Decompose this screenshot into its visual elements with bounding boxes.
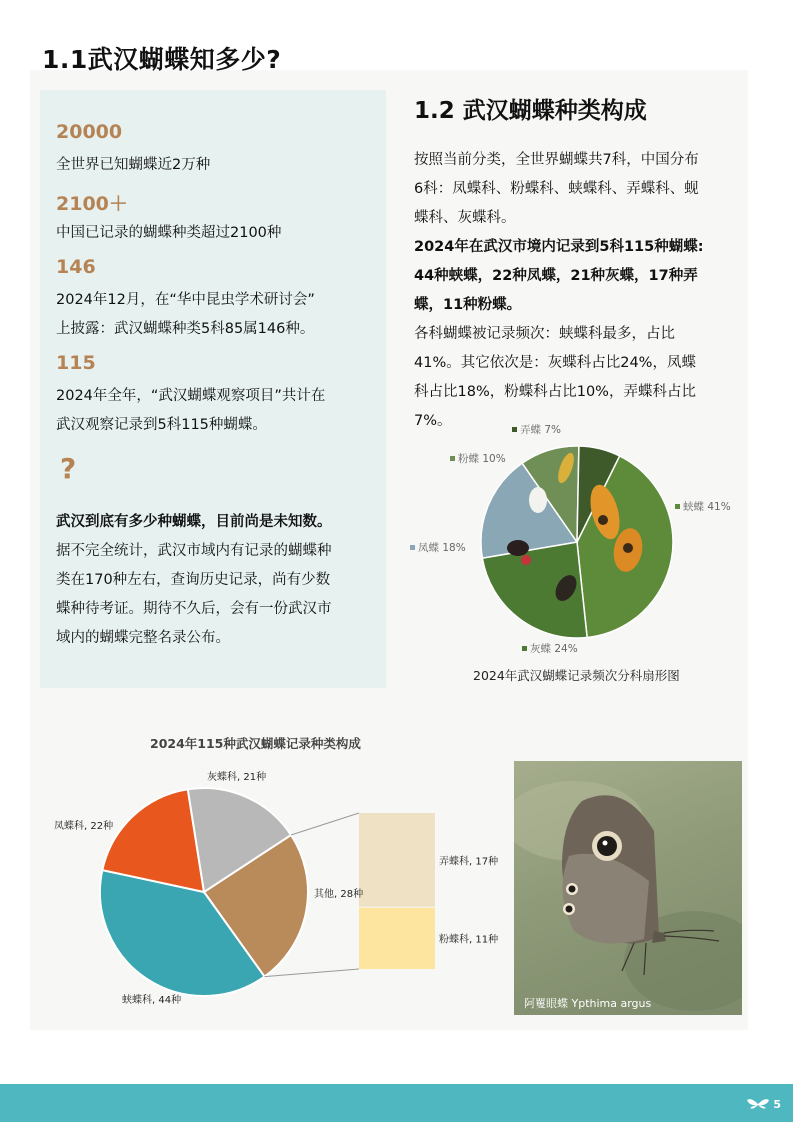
legend-swatch — [450, 456, 455, 461]
stat-number: 20000 — [56, 121, 123, 143]
pie-label: 凤蝶科, 22种 — [54, 821, 114, 832]
pie-label: 灰蝶科, 21种 — [207, 772, 267, 783]
butterfly-illustration — [514, 761, 742, 1015]
pie-label: 粉蝶 10% — [458, 453, 506, 465]
para-line: 6科：凤蝶科、粉蝶科、蛱蝶科、弄蝶科、蚬 — [414, 181, 699, 197]
legend-swatch — [522, 646, 527, 651]
section-title: 1.2 武汉蝴蝶种类构成 — [414, 98, 647, 124]
stat-desc: 2024年全年，“武汉蝴蝶观察项目”共计在 — [56, 388, 326, 404]
para-line: 7%。 — [414, 413, 452, 429]
species-pie-chart — [40, 755, 510, 1015]
pie-label: 蛱蝶 41% — [683, 501, 731, 513]
page-title: 1.1武汉蝴蝶知多少? — [42, 45, 282, 74]
pie-label: 凤蝶 18% — [418, 542, 466, 554]
pie-label: 灰蝶 24% — [530, 643, 578, 655]
connector-line — [265, 969, 359, 977]
butterfly-photo — [514, 761, 742, 1015]
para-line-bold: 蝶，11种粉蝶。 — [414, 297, 522, 313]
legend-swatch — [410, 545, 415, 550]
stat-desc: 上披露：武汉蝴蝶种类5科85属146种。 — [56, 321, 315, 337]
pie-caption: 2024年武汉蝴蝶记录频次分科扇形图 — [473, 668, 680, 683]
para-line-bold: 44种蛱蝶，22种凤蝶，21种灰蝶，17种弄 — [414, 268, 698, 284]
para-line-bold: 2024年在武汉市境内记录到5科115种蝴蝶: — [414, 239, 704, 255]
unknown-heading: 武汉到底有多少种蝴蝶，目前尚是未知数。 — [56, 514, 332, 530]
unknown-line: 类在170种左右，查询历史记录，尚有少数 — [56, 572, 331, 588]
legend-swatch — [512, 427, 517, 432]
page-number: 5 — [773, 1098, 781, 1111]
stats-box — [40, 90, 386, 688]
unknown-line: 域内的蝴蝶完整名录公布。 — [56, 630, 230, 646]
stat-desc: 武汉观察记录到5科115种蝴蝶。 — [56, 417, 267, 433]
chart-title: 2024年115种武汉蝴蝶记录种类构成 — [150, 736, 361, 751]
unknown-line: 据不完全统计，武汉市域内有记录的蝴蝶种 — [56, 543, 332, 559]
breakdown-bar-粉蝶科 — [359, 908, 435, 969]
stat-number: 146 — [56, 256, 96, 278]
pie-label: 弄蝶 7% — [520, 424, 561, 436]
section-body — [414, 146, 744, 436]
breakdown-bar-弄蝶科 — [359, 813, 435, 907]
footer-bar — [0, 1084, 793, 1122]
photo-caption: 阿矍眼蝶 Ypthima argus — [524, 997, 652, 1010]
legend-swatch — [675, 504, 680, 509]
para-line: 科占比18%，粉蝶科占比10%，弄蝶科占比 — [414, 384, 696, 400]
stat-number: 2100＋ — [56, 193, 128, 215]
unknown-line: 蝶种待考证。期待不久后，会有一份武汉市 — [56, 601, 332, 617]
connector-line — [291, 813, 359, 835]
pie-label: 其他, 28种 — [314, 889, 364, 900]
para-line: 各科蝴蝶被记录频次：蛱蝶科最多，占比 — [414, 326, 675, 342]
para-line: 按照当前分类，全世界蝴蝶共7科，中国分布 — [414, 152, 699, 168]
para-line: 41%。其它依次是：灰蝶科占比24%，凤蝶 — [414, 355, 696, 371]
para-line: 蝶科、灰蝶科。 — [414, 210, 516, 226]
stat-desc: 全世界已知蝴蝶近2万种 — [56, 157, 211, 173]
stat-desc: 2024年12月，在“华中昆虫学术研讨会” — [56, 292, 315, 308]
butterfly-logo-icon — [746, 1097, 770, 1111]
breakdown-label: 粉蝶科, 11种 — [439, 934, 499, 946]
frequency-pie-chart — [400, 420, 745, 670]
stat-number: 115 — [56, 352, 96, 374]
stat-desc: 中国已记录的蝴蝶种类超过2100种 — [56, 225, 282, 241]
breakdown-label: 弄蝶科, 17种 — [439, 856, 499, 868]
pie-label: 蛱蝶科, 44种 — [122, 995, 182, 1006]
question-mark: ? — [60, 452, 77, 485]
